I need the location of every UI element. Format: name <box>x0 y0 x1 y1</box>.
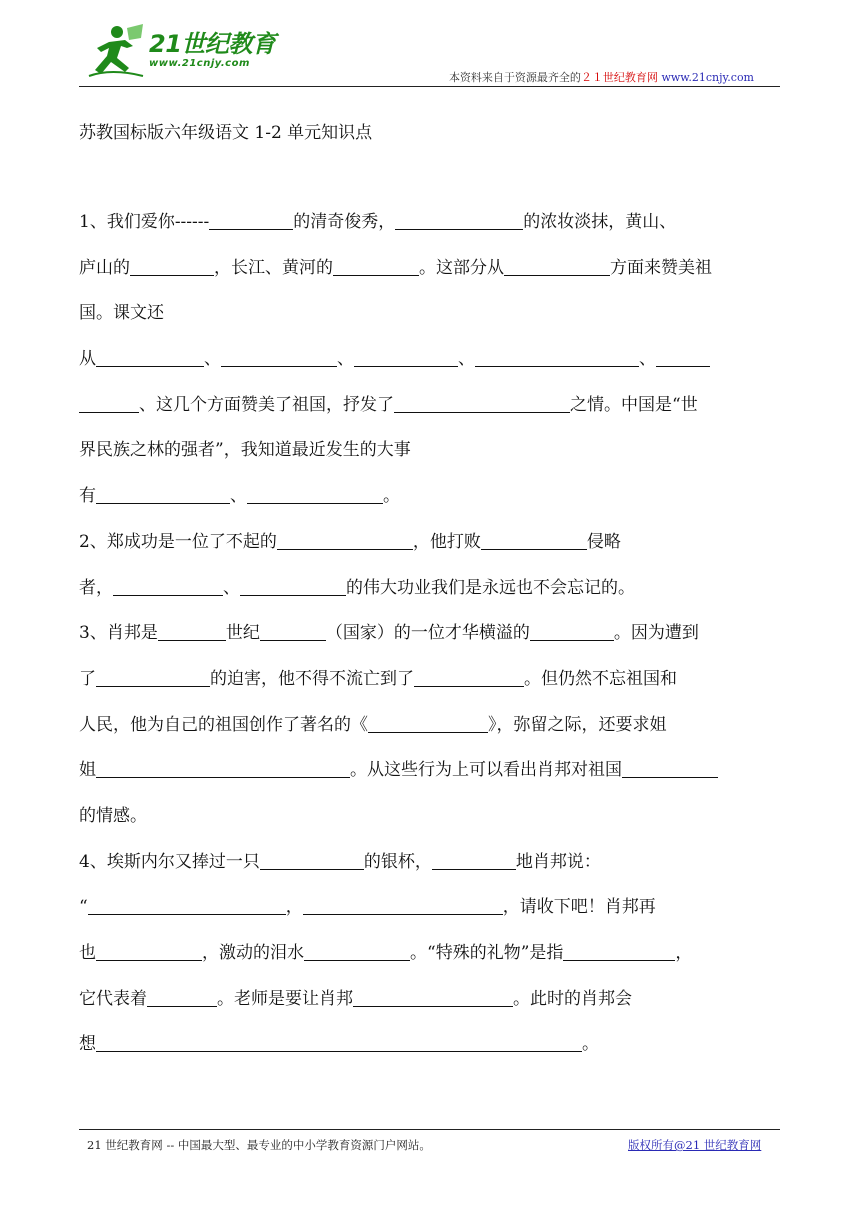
text-segment: 2、郑成功是一位了不起的 <box>79 531 277 552</box>
page-header <box>79 18 780 88</box>
footer-copyright-link[interactable]: 版权所有@21 世纪教育网 <box>628 1138 762 1152</box>
fill-blank[interactable] <box>277 532 413 550</box>
fill-blank[interactable] <box>333 258 419 276</box>
text-segment: 界民族之林的强者”，我知道最近发生的大事 <box>79 440 411 461</box>
text-segment: 世纪 <box>225 623 260 644</box>
text-segment: 人民，他为自己的祖国创作了著名的《 <box>79 714 368 735</box>
fill-blank[interactable] <box>221 349 337 367</box>
text-segment: 的浓妆淡抹，黄山、 <box>523 212 677 232</box>
text-segment: ， <box>675 943 693 963</box>
text-segment: 、 <box>639 349 656 370</box>
fill-blank[interactable] <box>96 1034 582 1052</box>
text-line <box>79 566 780 612</box>
text-line <box>79 246 780 292</box>
fill-blank[interactable] <box>432 852 516 870</box>
text-line <box>79 428 780 474</box>
text-line <box>79 474 780 520</box>
fill-blank[interactable] <box>79 395 139 413</box>
text-segment: 。因为遭到 <box>613 623 699 644</box>
text-segment: 。老师是要让肖邦 <box>217 988 353 1009</box>
logo-url: www.21cnjy.com <box>149 58 250 69</box>
text-segment: 、 <box>458 349 475 370</box>
text-segment: 姐 <box>79 760 96 781</box>
runner-logo-icon <box>87 24 147 80</box>
fill-blank[interactable] <box>260 623 326 641</box>
text-segment: 也 <box>79 943 96 963</box>
fill-blank[interactable] <box>303 897 503 915</box>
text-line <box>79 200 780 246</box>
fill-blank[interactable] <box>395 212 523 230</box>
text-line <box>79 383 780 429</box>
text-segment: 之情。中国是“世 <box>570 394 698 415</box>
text-segment: （国家）的一位才华横溢的 <box>325 623 530 644</box>
text-segment: 。从这些行为上可以看出肖邦对祖国 <box>350 760 622 781</box>
text-segment: 。这部分从 <box>419 257 504 278</box>
text-segment: 》，弥留之际，还要求姐 <box>488 714 667 735</box>
fill-blank[interactable] <box>353 989 513 1007</box>
text-segment: ，激动的泪水 <box>202 943 304 963</box>
fill-blank[interactable] <box>504 258 610 276</box>
text-line <box>79 840 780 886</box>
fill-blank[interactable] <box>113 578 223 596</box>
fill-blank[interactable] <box>240 578 346 596</box>
text-segment: 。 <box>383 486 400 507</box>
text-segment: 地肖邦说： <box>515 851 601 872</box>
fill-blank[interactable] <box>481 532 587 550</box>
text-segment: ，请收下吧！肖邦再 <box>502 897 656 918</box>
fill-blank[interactable] <box>563 943 675 961</box>
text-segment: 有 <box>79 486 96 507</box>
source-site: ２１世纪教育网 <box>580 71 658 84</box>
text-segment: ，长江、黄河的 <box>214 257 333 278</box>
text-line <box>79 1022 780 1068</box>
text-line <box>79 703 780 749</box>
text-line <box>79 291 780 337</box>
source-prefix: 本资料来自于资源最齐全的 <box>448 71 581 84</box>
fill-blank[interactable] <box>414 669 524 687</box>
logo-title: 21世纪教育 <box>149 30 276 58</box>
fill-blank[interactable] <box>354 349 458 367</box>
fill-blank[interactable] <box>130 258 214 276</box>
text-segment: 的清奇俊秀， <box>293 212 396 232</box>
text-line <box>79 337 780 383</box>
fill-blank[interactable] <box>88 897 286 915</box>
text-segment: 的伟大功业我们是永远也不会忘记的。 <box>346 577 635 598</box>
text-segment: 。但仍然不忘祖国和 <box>524 668 677 689</box>
text-segment: 的迫害，他不得不流亡到了 <box>210 668 414 689</box>
page-title: 苏教国标版六年级语文 1-2 单元知识点 <box>79 123 373 143</box>
fill-blank[interactable] <box>96 669 210 687</box>
text-segment: 3、肖邦是 <box>79 623 158 644</box>
text-segment: 侵略 <box>586 531 621 552</box>
text-segment: 、 <box>204 349 221 370</box>
fill-blank[interactable] <box>209 212 293 230</box>
text-line <box>79 931 780 977</box>
fill-blank[interactable] <box>622 760 718 778</box>
text-segment: ，他打败 <box>412 531 481 552</box>
fill-blank[interactable] <box>394 395 570 413</box>
text-segment: 方面来赞美祖 <box>610 257 712 278</box>
text-segment: 从 <box>79 349 96 370</box>
text-line <box>79 748 780 794</box>
fill-blank[interactable] <box>304 943 410 961</box>
text-line <box>79 657 780 703</box>
text-segment: 、这几个方面赞美了祖国，抒发了 <box>139 394 394 415</box>
fill-blank[interactable] <box>247 486 383 504</box>
text-line <box>79 611 780 657</box>
text-segment: 庐山的 <box>79 257 130 278</box>
fill-blank[interactable] <box>368 715 488 733</box>
text-segment: 、 <box>337 349 354 370</box>
fill-blank[interactable] <box>260 852 364 870</box>
text-segment: 。“特殊的礼物”是指 <box>410 943 564 963</box>
fill-blank[interactable] <box>475 349 639 367</box>
header-divider <box>79 86 780 87</box>
text-segment: “ <box>79 897 88 918</box>
text-line <box>79 885 780 931</box>
worksheet-body <box>79 200 780 1068</box>
text-line <box>79 794 780 840</box>
text-segment: 的银杯， <box>363 851 432 872</box>
fill-blank[interactable] <box>96 943 202 961</box>
fill-blank[interactable] <box>530 623 614 641</box>
footer-site-description: 21 世纪教育网 -- 中国最大型、最专业的中小学教育资源门户网站。 <box>87 1138 431 1152</box>
footer-divider <box>79 1129 780 1130</box>
text-line <box>79 977 780 1023</box>
text-segment: 、 <box>223 577 240 598</box>
fill-blank[interactable] <box>147 989 217 1007</box>
source-url[interactable]: www.21cnjy.com <box>661 71 754 84</box>
text-segment: 它代表着 <box>79 988 147 1009</box>
fill-blank[interactable] <box>656 349 710 367</box>
text-segment: 1、我们爱你------ <box>79 212 210 232</box>
text-segment: 。 <box>582 1034 599 1055</box>
text-segment: 的情感。 <box>79 805 147 826</box>
site-logo[interactable] <box>87 18 297 82</box>
fill-blank[interactable] <box>158 623 226 641</box>
fill-blank[interactable] <box>96 760 350 778</box>
text-segment: 者， <box>79 577 113 598</box>
text-segment: 、 <box>230 486 247 507</box>
fill-blank[interactable] <box>96 486 230 504</box>
text-line <box>79 520 780 566</box>
source-note <box>449 69 754 85</box>
text-segment: 。此时的肖邦会 <box>513 988 632 1009</box>
text-segment: 了 <box>79 668 96 689</box>
text-segment: 国。课文还 <box>79 303 164 324</box>
text-segment: ， <box>285 897 303 918</box>
text-segment: 4、埃斯内尔又捧过一只 <box>79 851 260 872</box>
fill-blank[interactable] <box>96 349 204 367</box>
text-segment: 想 <box>79 1034 96 1055</box>
